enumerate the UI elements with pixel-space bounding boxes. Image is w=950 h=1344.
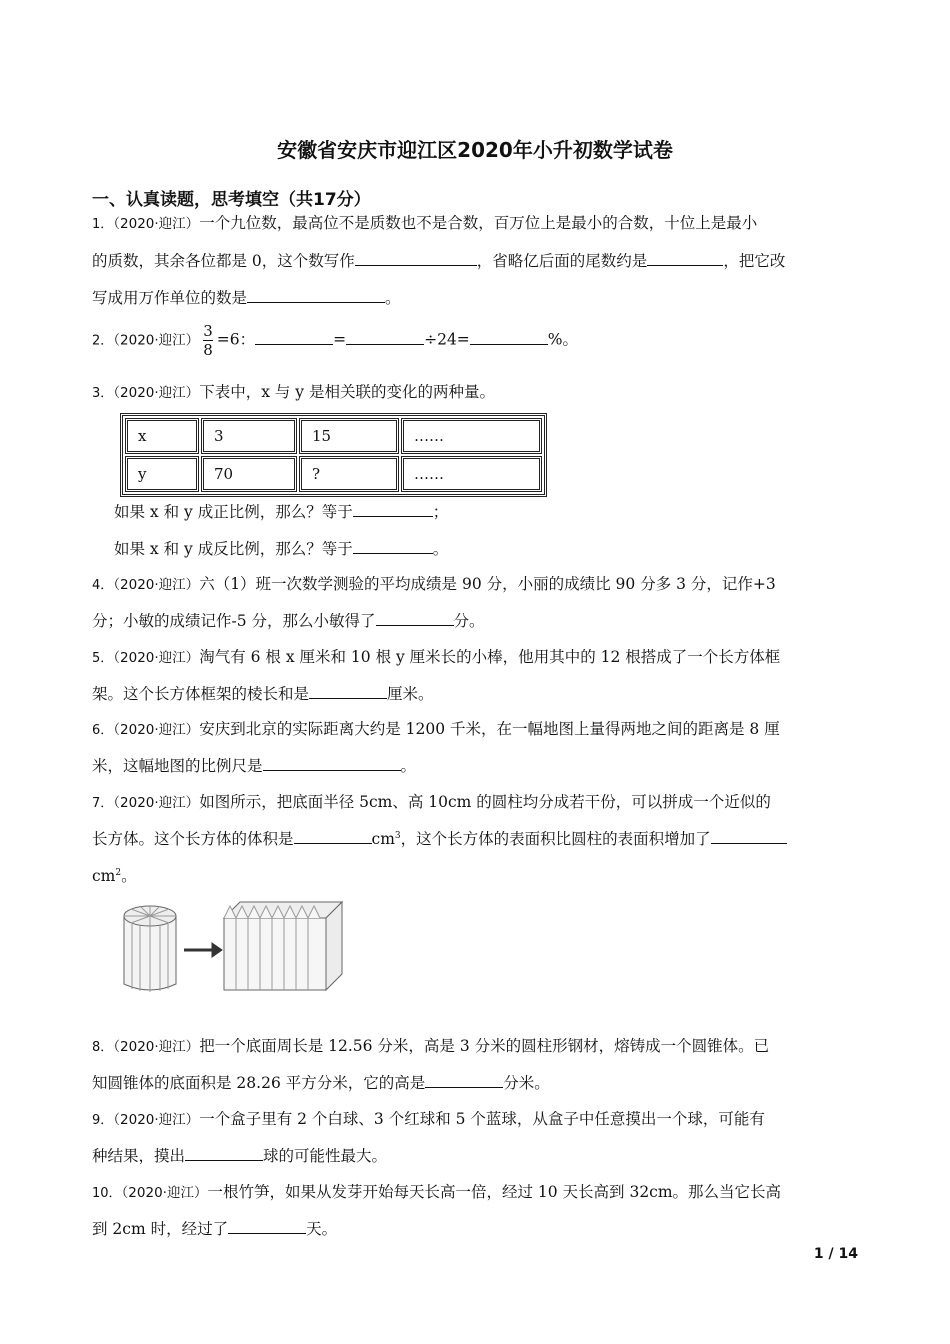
q8-line2: 知圆锥体的底面积是 28.26 平方分米，它的高是 分米。 [92,1074,550,1092]
answer-blank[interactable] [346,330,424,345]
page-number: 1 / 14 [813,1246,858,1262]
answer-blank[interactable] [647,251,723,266]
q8-line1: 8．（2020·迎江）把一个底面周长是 12.56 分米，高是 3 分米的圆柱形钢材，熔铸成一个圆锥体。已 [92,1037,770,1055]
fraction: $\frac{3}{8}$ [203,322,213,359]
answer-blank[interactable] [353,539,433,554]
answer-blank[interactable] [425,1073,503,1088]
q1-line3: 写成用万作单位的数是 。 [92,289,401,307]
answer-blank[interactable] [255,330,333,345]
answer-blank[interactable] [185,1146,263,1161]
q7-line1: 7．（2020·迎江）如图所示，把底面半径 5cm、高 10cm 的圆柱均分成若干份，可以拼成一个近似的 [92,793,771,811]
q3-line2: 如果 x 和 y 成正比例，那么？等于 ； [114,503,449,521]
answer-blank[interactable] [247,288,385,303]
q4-line2: 分；小敏的成绩记作-5 分，那么小敏得了 分。 [92,612,485,630]
q3-line1: 3．（2020·迎江）下表中，x 与 y 是相关联的变化的两种量。 [92,383,495,401]
answer-blank[interactable] [294,829,372,844]
section-heading: 一、认真读题，思考填空（共17分） [92,190,371,210]
q1-line2: 的质数，其余各位都是 0，这个数写作 ，省略亿后面的尾数约是 ，把它改 [92,252,786,270]
xy-table [120,413,547,497]
answer-blank[interactable] [309,684,387,699]
answer-blank[interactable] [263,756,401,771]
q9-line1: 9．（2020·迎江）一个盒子里有 2 个白球、3 个红球和 5 个蓝球，从盒子中任意摸出一个球，可能有 [92,1110,765,1128]
q9-line2: 种结果，摸出 球的可能性最大。 [92,1147,388,1165]
answer-blank[interactable] [470,330,548,345]
cylinder-to-cuboid-figure [116,894,356,998]
table-row: x 3 15 …… [125,418,542,454]
q4-line1: 4．（2020·迎江）六（1）班一次数学测验的平均成绩是 90 分，小丽的成绩比 90 分多 3 分，记作+3 [92,575,776,593]
answer-blank[interactable] [355,251,477,266]
answer-blank[interactable] [228,1219,306,1234]
page-title: 安徽省安庆市迎江区2020年小升初数学试卷 [277,138,673,162]
q6-line2: 米，这幅地图的比例尺是 。 [92,757,417,775]
answer-blank[interactable] [711,829,787,844]
q3-line3: 如果 x 和 y 成反比例，那么？等于 。 [114,540,449,558]
answer-blank[interactable] [376,611,454,626]
q10-line1: 10．（2020·迎江）一根竹笋，如果从发芽开始每天长高一倍，经过 10 天长高到 32cm。那么当它长高 [92,1183,782,1201]
q7-line2: 长方体。这个长方体的体积是 $cm^3$，这个长方体的表面积比圆柱的表面积增加了 [92,827,787,849]
q7-line3: $cm^2$。 [92,867,137,885]
table-row: y 70 ? …… [125,456,542,492]
q5-line2: 架。这个长方体框架的棱长和是 厘米。 [92,685,434,703]
q5-line1: 5．（2020·迎江）淘气有 6 根 x 厘米和 10 根 y 厘米长的小棒，他用其中的 12 根搭成了一个长方体框 [92,648,781,666]
q1-line1: 1．（2020·迎江）一个九位数，最高位不是质数也不是合数，百万位上是最小的合数，十位上是最小 [92,214,758,232]
q10-line2: 到 2cm 时，经过了 天。 [92,1220,338,1238]
q2-line: 2．（2020·迎江） $\frac{3}{8}$ =6： = ÷24= %。 [92,322,579,359]
q6-line1: 6．（2020·迎江）安庆到北京的实际距离大约是 1200 千米，在一幅地图上量得两地之间的距离是 8 厘 [92,720,780,738]
answer-blank[interactable] [353,502,433,517]
